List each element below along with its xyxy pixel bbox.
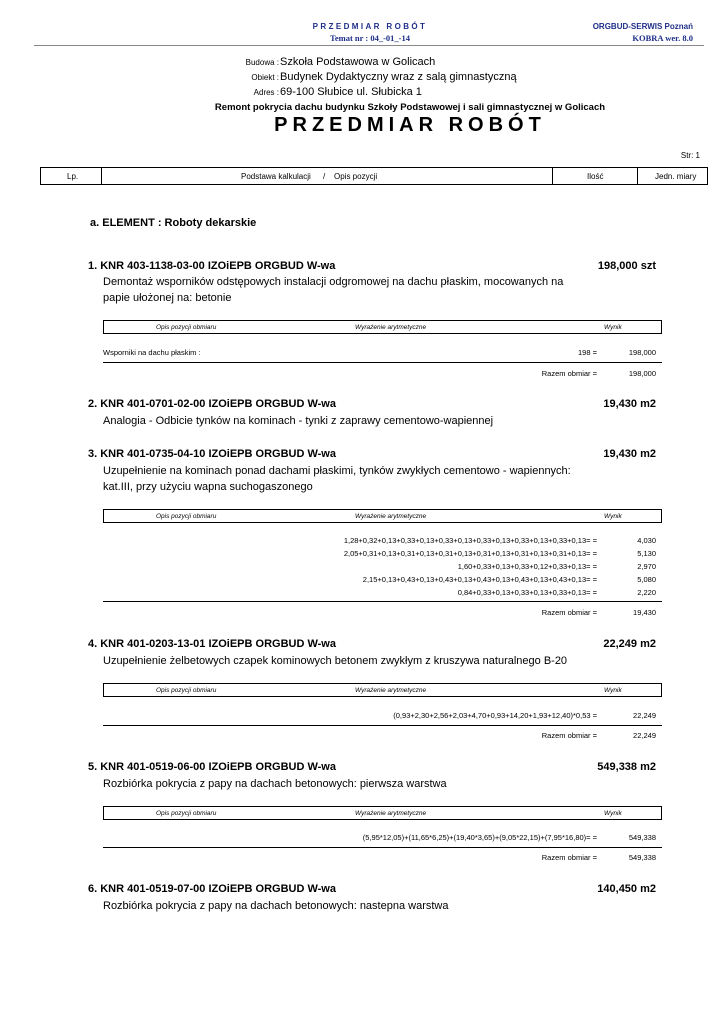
obiekt-label: Obiekt : [251, 73, 279, 82]
item-2-desc: Analogia - Odbicie tynków na kominach - tynki z zaprawy cementowo-wapiennej [103, 415, 494, 427]
page-title: PRZEDMIAR ROBÓT [274, 114, 546, 136]
col-basis: Podstawa kalkulacji [241, 172, 311, 181]
item-4-desc: Uzupełnienie żelbetowych czapek kominowych betonem zwykłym z kruszywa naturalnego B-20 [103, 655, 568, 667]
item-5-qty: 549,338 m2 [597, 761, 656, 773]
item-3-qty: 19,430 m2 [603, 448, 656, 460]
item-4-row-result: 22,249 [633, 711, 656, 720]
budowa-label: Budowa : [245, 58, 279, 67]
col-slash: / [323, 172, 326, 181]
adres-label: Adres : [253, 88, 279, 97]
item-5-row-expr: (5,95*12,05)+(11,65*6,25)+(19,40*3,65)+(9,05*22,15)+(7,95*16,80)= = [362, 833, 597, 842]
item-6-desc: Rozbiórka pokrycia z papy na dachach betonowych: nastepna warstwa [103, 900, 449, 912]
item-4-qty: 22,249 m2 [603, 638, 656, 650]
item-6-qty: 140,450 m2 [597, 883, 656, 895]
item-4-row-expr: (0,93+2,30+2,56+2,03+4,70+0,93+14,20+1,93+12,40)*0,53 = [393, 711, 597, 720]
item-1-desc: Demontaż wsporników odstępowych instalacji odgromowej na dachu płaskim, mocowanych na papie ułożonej na: betonie [103, 276, 564, 304]
item-1-total: 198,000 [628, 369, 656, 378]
header-doc-title: PRZEDMIAR ROBÓT [312, 22, 428, 31]
item-5-sub-header: Opis pozycji obmiaru Wyrażenie arytmetyczne Wynik [103, 806, 662, 820]
col-unit: Jedn. miary [655, 172, 697, 181]
col-desc: Opis pozycji [334, 172, 378, 181]
item-1-qty: 198,000 szt [597, 260, 656, 272]
item-6-head: 6. KNR 401-0519-07-00 IZOiEPB ORGBUD W-wa [88, 883, 336, 895]
item-3-row-expr: 1,28+0,32+0,13+0,33+0,13+0,33+0,13+0,33+0,13+0,33+0,13+0,33+0,13= = [343, 536, 597, 545]
element-heading: a. ELEMENT : Roboty dekarskie [90, 217, 257, 229]
item-5-total: 549,338 [628, 853, 656, 862]
item-5-row-result: 549,338 [628, 833, 656, 842]
item-1-row-expr: 198 = [578, 348, 597, 357]
item-3-desc: Uzupełnienie na kominach ponad dachami płaskimi, tynków zwykłych cementowo - wapiennych: kat.III, przy użyciu wapna suchogaszonego [103, 465, 571, 493]
item-2-head: 2. KNR 401-0701-02-00 IZOiEPB ORGBUD W-wa [88, 398, 336, 410]
item-3-row-result: 5,130 [637, 549, 656, 558]
item-3-row-result: 2,970 [637, 562, 656, 571]
col-qty: Ilość [587, 172, 604, 181]
item-3-head: 3. KNR 401-0735-04-10 IZOiEPB ORGBUD W-wa [88, 448, 336, 460]
header-subject-id: Temat nr : 04_-01_-14 [329, 33, 411, 43]
item-3-total-label: Razem obmiar = [541, 608, 597, 617]
item-2-qty: 19,430 m2 [603, 398, 656, 410]
item-3-total: 19,430 [633, 608, 656, 617]
item-4-sub-header: Opis pozycji obmiaru Wyrażenie arytmetyczne Wynik [103, 683, 662, 697]
sub-opis: Opis pozycji obmiaru [156, 323, 217, 331]
item-5-desc: Rozbiórka pokrycia z papy na dachach betonowych: pierwsza warstwa [103, 778, 447, 790]
project-subject: Remont pokrycia dachu budynku Szkoły Podstawowej i sali gimnastycznej w Golicach [214, 102, 606, 113]
item-1-row-result: 198,000 [628, 348, 656, 357]
item-4-total-label: Razem obmiar = [541, 731, 597, 740]
obiekt-value: Budynek Dydaktyczny wraz z salą gimnastyczną [280, 71, 517, 83]
item-1-total-label: Razem obmiar = [541, 369, 597, 378]
item-3-row-result: 4,030 [637, 536, 656, 545]
item-5-head: 5. KNR 401-0519-06-00 IZOiEPB ORGBUD W-wa [88, 761, 336, 773]
page-number: Str: 1 [680, 151, 700, 160]
item-3-row-expr: 2,15+0,13+0,43+0,13+0,43+0,13+0,43+0,13+0,43+0,13+0,43+0,13= = [362, 575, 597, 584]
header-company: ORGBUD-SERWIS Poznań [592, 22, 693, 31]
item-3-row-result: 5,080 [637, 575, 656, 584]
item-3-row-expr: 2,05+0,31+0,13+0,31+0,13+0,31+0,13+0,31+0,13+0,31+0,13+0,31+0,13= = [343, 549, 597, 558]
header-divider [34, 45, 704, 46]
table-header [40, 167, 708, 185]
col-lp: Lp. [67, 172, 79, 181]
sub-wyr: Wyrażenie arytmetyczne [355, 323, 427, 331]
item-4-total: 22,249 [633, 731, 656, 740]
item-3-sub-header: Opis pozycji obmiaru Wyrażenie arytmetyczne Wynik [103, 509, 662, 523]
item-1-sub-header [103, 320, 662, 334]
item-3-row-expr: 1,60+0,33+0,13+0,33+0,12+0,33+0,13= = [457, 562, 597, 571]
header-software: KOBRA wer. 8.0 [632, 33, 693, 43]
sub-wynik: Wynik [604, 323, 622, 331]
item-1-row-label: Wsporniki na dachu płaskim : [103, 348, 201, 357]
adres-value: 69-100 Słubice ul. Słubicka 1 [280, 86, 422, 98]
item-4-head: 4. KNR 401-0203-13-01 IZOiEPB ORGBUD W-wa [88, 638, 336, 650]
item-5-total-label: Razem obmiar = [541, 853, 597, 862]
item-3-row-result: 2,220 [637, 588, 656, 597]
budowa-value: Szkoła Podstawowa w Golicach [280, 56, 436, 68]
item-1-head: 1. KNR 403-1138-03-00 IZOiEPB ORGBUD W-wa [88, 260, 336, 272]
item-3-row-expr: 0,84+0,33+0,13+0,33+0,13+0,33+0,13= = [457, 588, 597, 597]
